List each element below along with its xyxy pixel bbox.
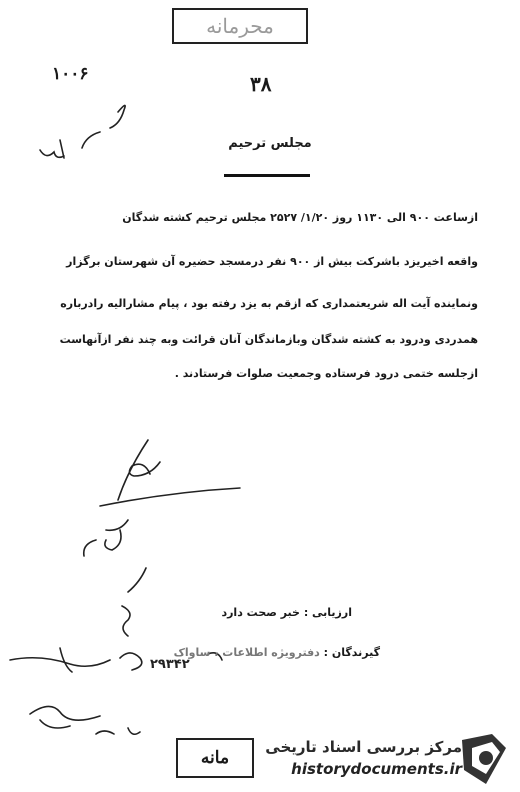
document-number: ۱۰۰۶ (52, 64, 89, 84)
body-line-5: ازجلسه ختمی درود فرستاده وجمعیت صلوات فرستادند . (174, 367, 478, 380)
bottom-stamp: مانه (176, 738, 254, 778)
confidential-stamp: محرمانه (172, 8, 308, 44)
title-underline (224, 174, 310, 177)
body-line-4: همدردی ودرود به کشته شدگان وبازماندگان آنان قرائت وبه چند نفر ازآنهاست (59, 333, 478, 346)
watermark-text: مرکز بررسی اسناد تاریخی (265, 738, 462, 756)
page-number: ۳۸ (250, 72, 272, 96)
assessment (221, 606, 352, 619)
recipients-value: دفترویژه اطلاعات ، ساواک (173, 646, 320, 659)
document-title: مجلس ترحیم (228, 136, 312, 151)
body-line-1: ازساعت ۹۰۰ الی ۱۱۳۰ روز ۱/۲۰/ ۲۵۲۷ مجلس ترحیم کشته شدگان (122, 211, 478, 224)
body-line-2: واقعه اخیریزد باشرکت بیش از ۹۰۰ نفر درمسجد حضیره آن شهرستان برگزار (66, 255, 478, 268)
watermark-url[interactable]: historydocuments.ir (291, 760, 462, 778)
assessment-label: ارزیابی : (303, 606, 352, 619)
recipients (174, 646, 380, 659)
assessment-value: خبر صحت دارد (221, 606, 300, 619)
body-line-3: ونماینده آیت اله شریعتمداری که ازقم به یزد رفته بود ، پیام مشارالیه رادرباره (60, 297, 478, 310)
svg-text:۲۹۳۴۲: ۲۹۳۴۲ (150, 657, 190, 672)
recipients-label: گیرندگان : (323, 646, 380, 659)
archive-logo-icon (456, 730, 512, 786)
